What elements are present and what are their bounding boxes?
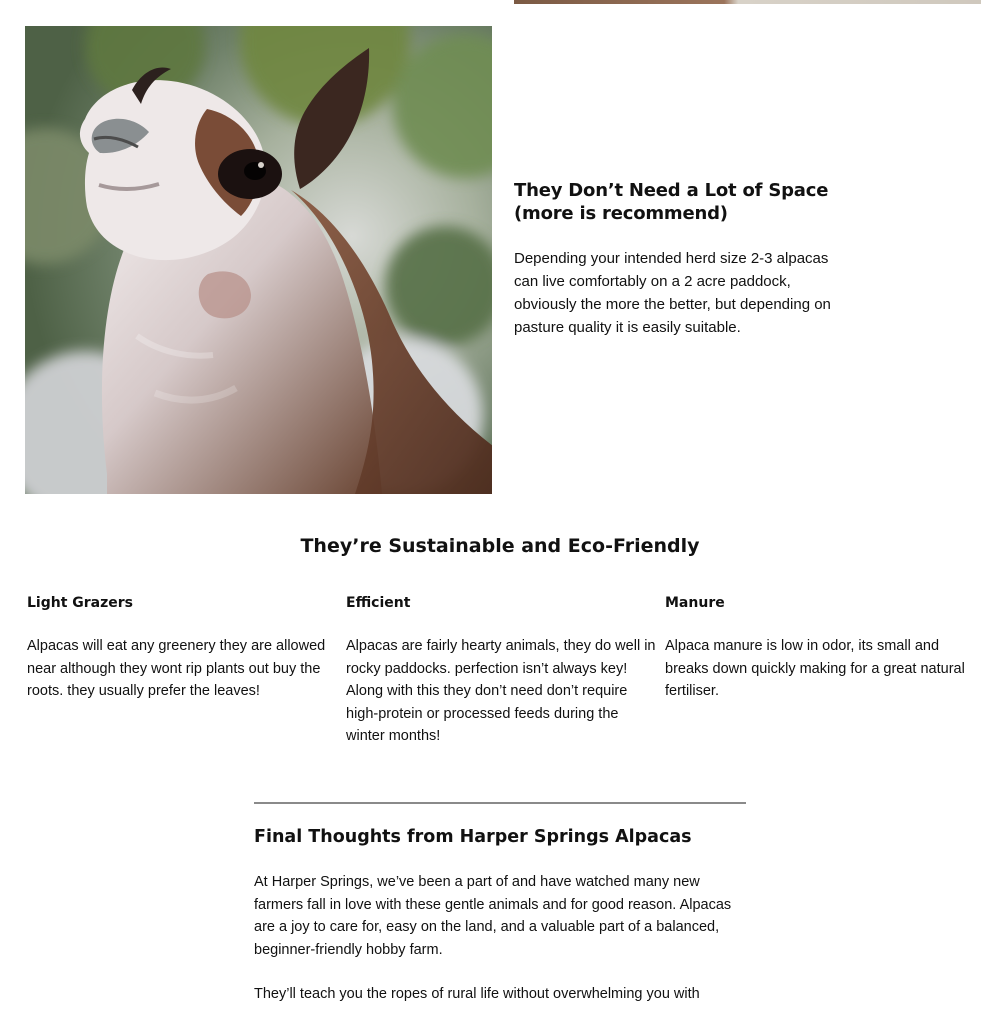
manure-column	[665, 593, 973, 748]
alpaca-image	[25, 26, 492, 494]
light-grazers-title: Light Grazers	[27, 595, 133, 611]
efficient-text: Alpacas are fairly hearty animals, they do well in rocky paddocks. perfection isn’t always key! Along with this they don’t need don’t require high-protein or processed feeds during the winter months!	[346, 638, 656, 744]
manure-title: Manure	[665, 595, 725, 611]
light-grazers-column	[27, 593, 346, 748]
final-thoughts-paragraph-2: They’ll teach you the ropes of rural life without overwhelming you with	[254, 986, 700, 1002]
final-thoughts-title: Final Thoughts from Harper Springs Alpacas	[254, 827, 692, 847]
section-divider	[254, 802, 746, 804]
space-section-title: They Don’t Need a Lot of Space (more is recommend)	[514, 180, 829, 224]
light-grazers-text: Alpacas will eat any greenery they are allowed near although they wont rip plants out buy the roots. they usually prefer the leaves!	[27, 638, 326, 699]
final-thoughts-section	[254, 824, 746, 1006]
efficient-column	[346, 593, 665, 748]
alpaca-photo-svg	[25, 26, 492, 494]
final-thoughts-paragraph-1: At Harper Springs, we’ve been a part of and have watched many new farmers fall in love with these gentle animals and for good reason. Alpacas are a joy to care for, easy on the land, and a valuable part of a balanced, beginner-friendly hobby farm.	[254, 874, 732, 958]
efficient-title: Efficient	[346, 595, 411, 611]
space-section	[514, 179, 844, 339]
eco-benefits-columns	[27, 593, 973, 748]
partial-alpaca-image	[514, 0, 981, 4]
space-section-text: Depending your intended herd size 2-3 alpacas can live comfortably on a 2 acre paddock, obviously the more the better, but depending on pasture quality it is easily suitable.	[514, 250, 831, 336]
manure-text: Alpaca manure is low in odor, its small and breaks down quickly making for a great natural fertiliser.	[665, 638, 965, 699]
eco-section-heading: They’re Sustainable and Eco-Friendly	[300, 535, 700, 557]
